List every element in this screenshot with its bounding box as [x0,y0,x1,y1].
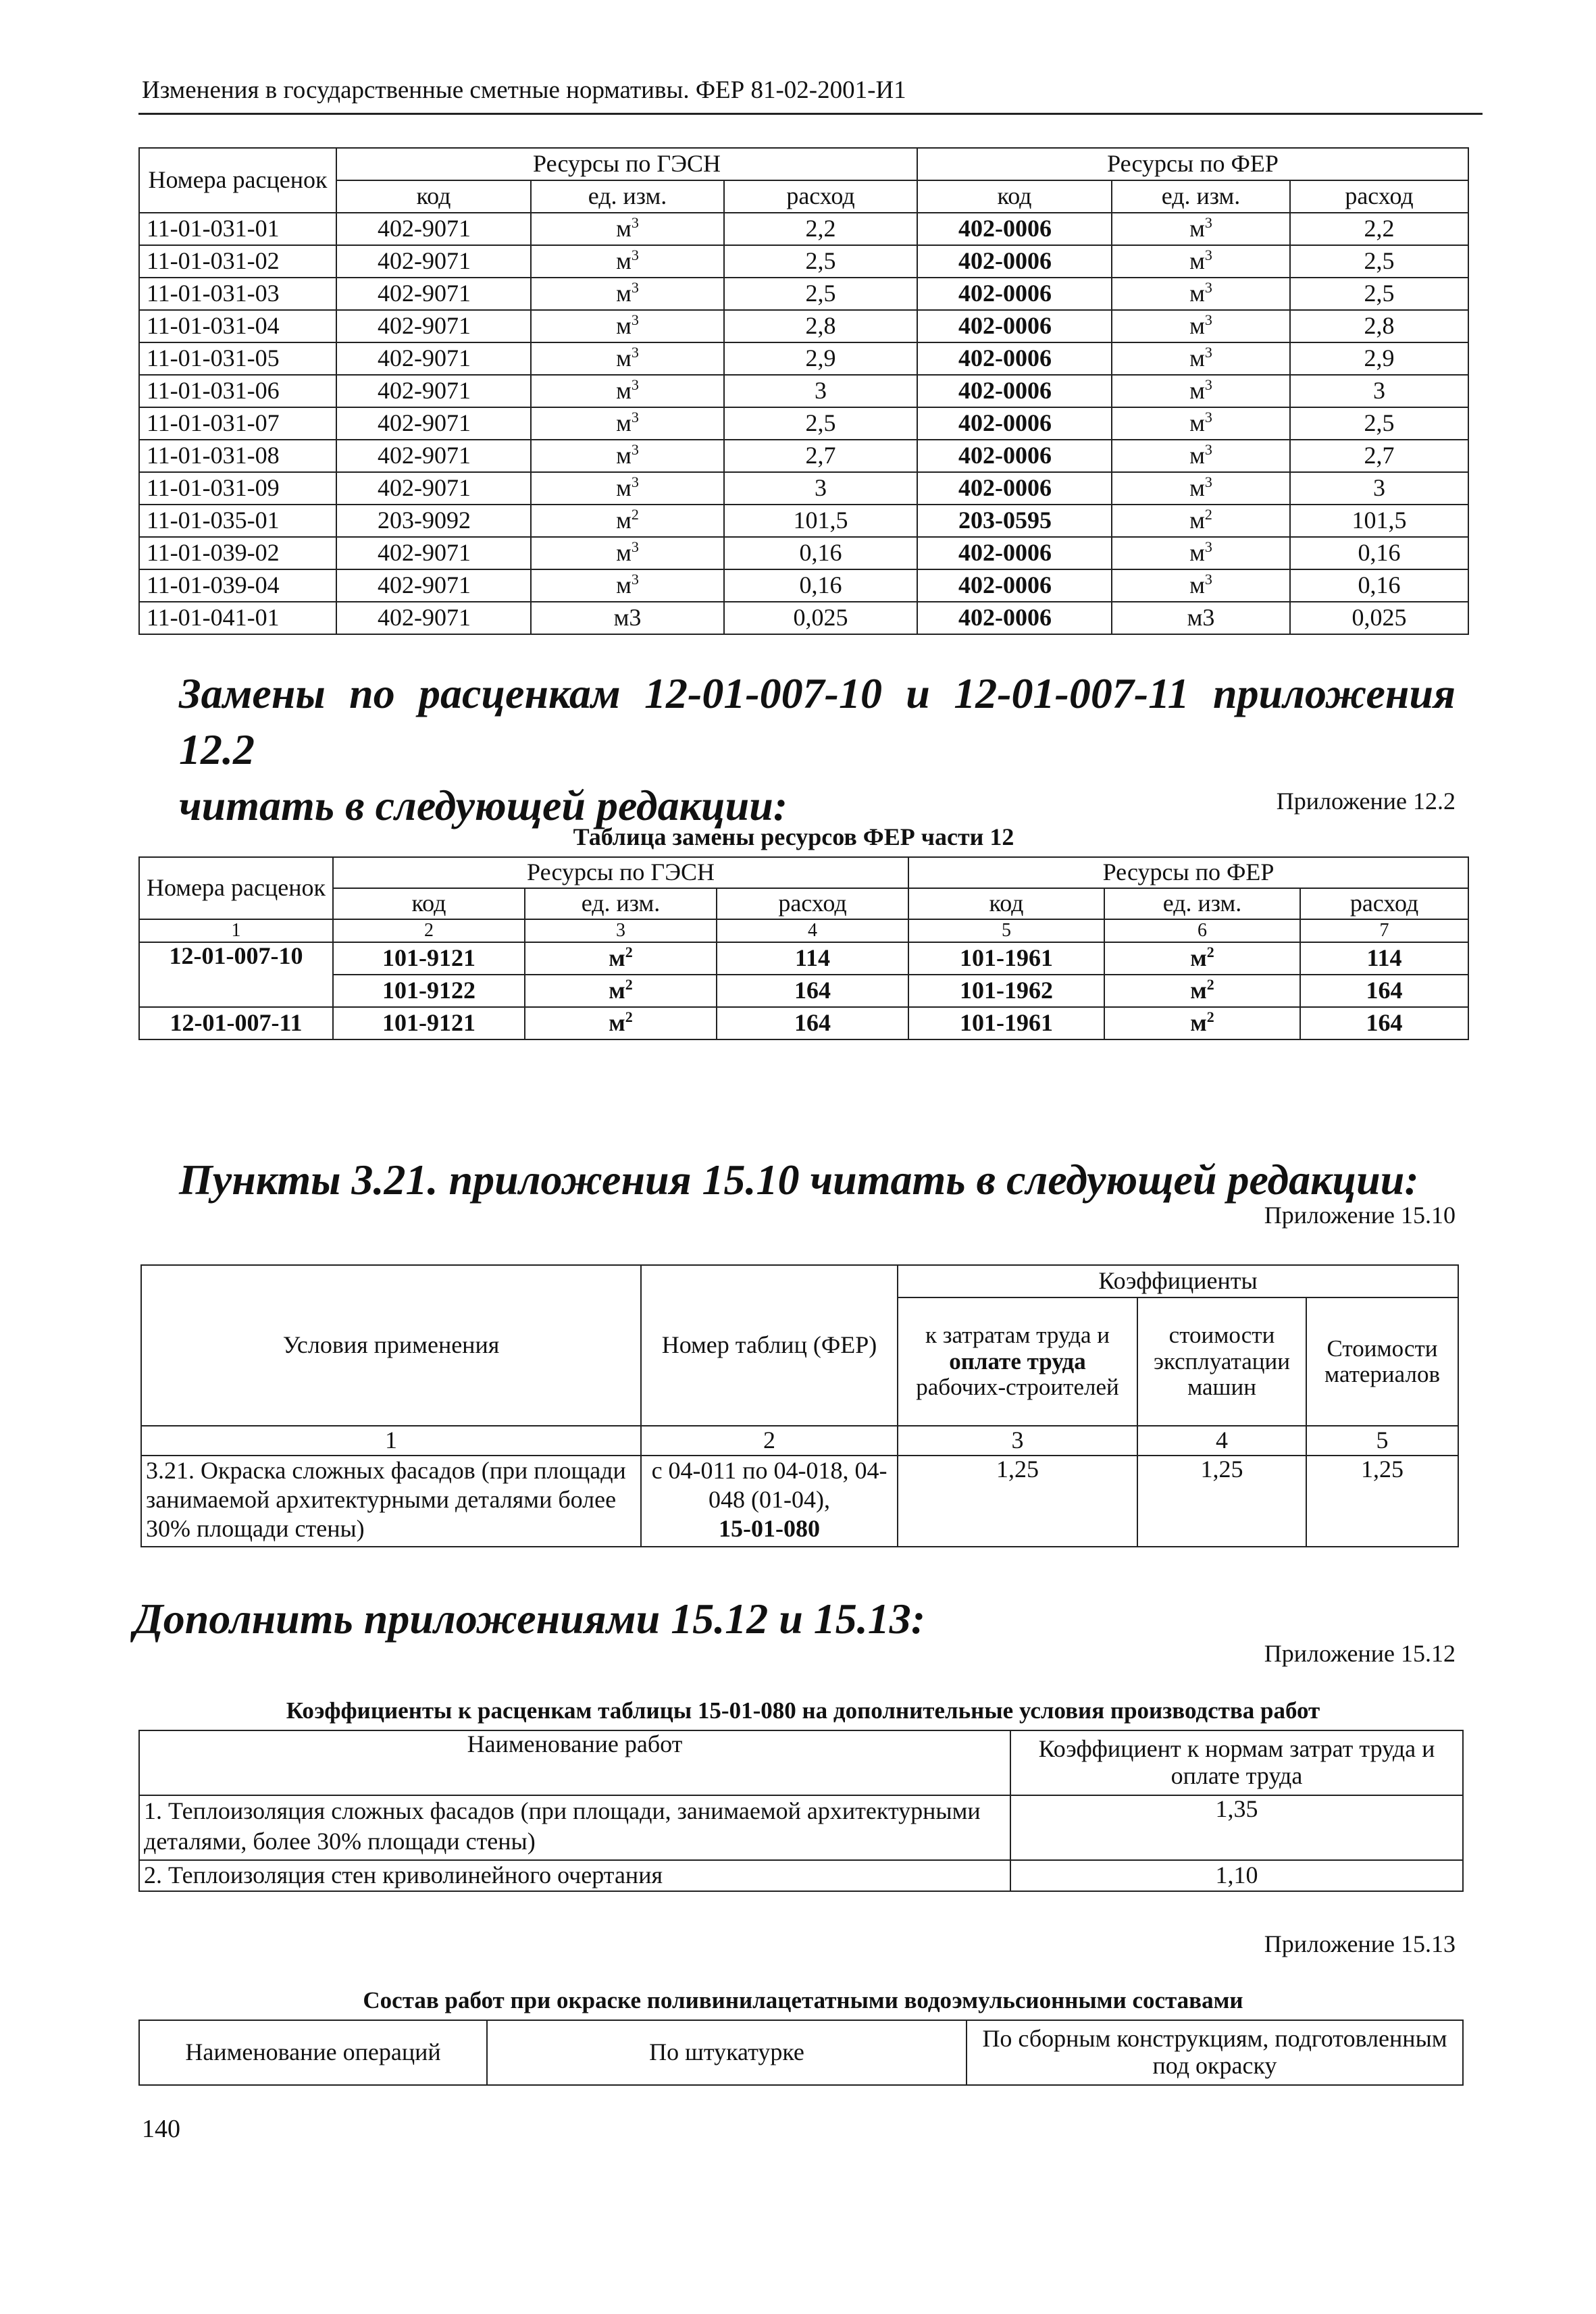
col-header-rate-numbers: Номера расценок [139,148,336,213]
gesn-amount: 0,16 [724,569,917,602]
fer-amount: 2,5 [1290,245,1468,278]
rate-number: 11-01-031-02 [139,245,336,278]
fer-unit: м3 [1112,602,1290,634]
appendix-label-12-2: Приложение 12.2 [1276,788,1456,815]
fer-unit: $м^2$ [1112,505,1290,537]
col-header-machines: стоимости эксплуатации машин [1137,1297,1306,1426]
fer-unit: $м^3$ [1112,569,1290,602]
col-number: 3 [525,919,717,942]
rate-number: 11-01-031-03 [139,278,336,310]
fer-unit: $м^3$ [1112,278,1290,310]
gesn-amount: 2,7 [724,440,917,472]
rate-number: 11-01-031-09 [139,472,336,505]
gesn-amount: 0,16 [724,537,917,569]
gesn-code: 203-9092 [336,505,531,537]
gesn-unit: $м^3$ [531,310,724,342]
fer-unit: $м^3$ [1112,375,1290,407]
fer-code: 101-1962 [908,975,1104,1007]
col-header-conditions: Условия применения [141,1265,641,1426]
gesn-code: 402-9071 [336,569,531,602]
fer-amount: 0,16 [1290,537,1468,569]
heading-line-2: читать в следующей редакции: [179,781,788,830]
fer-unit: $м^3$ [1112,472,1290,505]
gesn-amount: 2,2 [724,213,917,245]
gesn-code: 402-9071 [336,537,531,569]
table-row [139,213,1468,245]
fer-code: 402-0006 [917,472,1112,505]
condition-text: 3.21. Окраска сложных фасадов (при площади занимаемой архитектурными деталями более 30% площади стены) [141,1456,641,1547]
table-row [139,1795,1463,1860]
gesn-code: 402-9071 [336,472,531,505]
gesn-code: 402-9071 [336,213,531,245]
rate-number: 11-01-031-05 [139,342,336,375]
resource-replacement-table-12 [138,856,1469,1040]
fer-amount: 164 [1300,975,1468,1007]
fer-unit: $м^3$ [1112,245,1290,278]
gesn-unit: $м^3$ [531,278,724,310]
col-header-code: код [333,888,525,919]
col-number: 7 [1300,919,1468,942]
table-row [139,310,1468,342]
rate-number: 11-01-031-06 [139,375,336,407]
fer-unit: $м^3$ [1112,407,1290,440]
fer-code: 402-0006 [917,569,1112,602]
page-number: 140 [142,2115,180,2143]
heading-line-1: Замены по расценкам 12-01-007-10 и 12-01-007-11 приложения 12.2 [179,669,1456,774]
table-row [139,245,1468,278]
fer-code: 402-0006 [917,440,1112,472]
header-rule [138,113,1483,115]
col-header-gesn: Ресурсы по ГЭСН [333,857,908,888]
gesn-code: 402-9071 [336,245,531,278]
col-header-code: код [908,888,1104,919]
col-header-unit: ед. изм. [531,180,724,213]
table-row [139,1860,1463,1891]
col-number: 1 [141,1426,641,1456]
fer-code: 402-0006 [917,245,1112,278]
fer-code: 203-0595 [917,505,1112,537]
fer-code: 402-0006 [917,602,1112,634]
col-header-plaster: По штукатурке [487,2020,967,2085]
col-header-materials: Стоимости материалов [1306,1297,1458,1426]
fer-amount: 3 [1290,472,1468,505]
col-header-code: код [336,180,531,213]
materials-coefficient: 1,25 [1306,1456,1458,1547]
table-row [139,537,1468,569]
coefficients-table-15-10 [140,1264,1459,1547]
fer-code: 402-0006 [917,537,1112,569]
rate-number: 12-01-007-11 [139,1007,333,1039]
table-row [139,342,1468,375]
fer-amount: 2,7 [1290,440,1468,472]
fer-code: 402-0006 [917,310,1112,342]
fer-amount: 0,16 [1290,569,1468,602]
table-row [139,1007,1468,1039]
gesn-unit: $м^2$ [525,942,717,975]
gesn-code: 101-9122 [333,975,525,1007]
gesn-amount: 2,5 [724,245,917,278]
col-header-fer: Ресурсы по ФЕР [908,857,1468,888]
gesn-unit: $м^3$ [531,472,724,505]
rate-number: 11-01-031-01 [139,213,336,245]
coefficient-value: 1,35 [1010,1795,1463,1860]
gesn-unit: $м^3$ [531,537,724,569]
col-header-coefficients: Коэффициенты [898,1265,1458,1297]
coefficient-value: 1,10 [1010,1860,1463,1891]
fer-code: 402-0006 [917,278,1112,310]
col-number: 3 [898,1426,1137,1456]
fer-code: 402-0006 [917,342,1112,375]
running-header: Изменения в государственные сметные нормативы. ФЕР 81-02-2001-И1 [142,76,906,104]
gesn-unit: $м^2$ [525,975,717,1007]
fer-unit: $м^2$ [1104,1007,1300,1039]
gesn-code: 402-9071 [336,375,531,407]
table-row [139,278,1468,310]
rate-number: 11-01-039-04 [139,569,336,602]
col-number: 6 [1104,919,1300,942]
fer-unit: $м^3$ [1112,310,1290,342]
col-number: 2 [641,1426,898,1456]
gesn-unit: $м^3$ [531,245,724,278]
gesn-amount: 114 [717,942,908,975]
rate-number: 12-01-007-10 [139,942,333,1007]
section-heading-15-10: Пункты 3.21. приложения 15.10 читать в следующей редакции: [179,1156,1419,1204]
work-composition-table-15-13 [138,2020,1464,2086]
gesn-code: 402-9071 [336,440,531,472]
gesn-code: 402-9071 [336,602,531,634]
fer-amount: 2,8 [1290,310,1468,342]
appendix-label-15-10: Приложение 15.10 [1264,1202,1456,1229]
fer-code: 402-0006 [917,213,1112,245]
fer-code: 402-0006 [917,407,1112,440]
table-row [139,407,1468,440]
gesn-code: 402-9071 [336,278,531,310]
gesn-unit: $м^2$ [531,505,724,537]
table-row [141,1456,1458,1547]
table-row [139,942,1468,975]
col-header-operations: Наименование операций [139,2020,487,2085]
fer-amount: 3 [1290,375,1468,407]
col-number: 5 [1306,1426,1458,1456]
rate-number: 11-01-031-07 [139,407,336,440]
table-row [139,505,1468,537]
fer-amount: 114 [1300,942,1468,975]
gesn-amount: 2,5 [724,407,917,440]
gesn-amount: 0,025 [724,602,917,634]
table-row [139,375,1468,407]
fer-code: 101-1961 [908,1007,1104,1039]
work-name: 2. Теплоизоляция стен криволинейного очертания [139,1860,1010,1891]
fer-unit: $м^2$ [1104,942,1300,975]
table-caption-15-12: Коэффициенты к расценкам таблицы 15-01-080 на дополнительные условия производства работ [286,1697,1320,1724]
fer-unit: $м^3$ [1112,537,1290,569]
gesn-code: 402-9071 [336,342,531,375]
labor-coefficient: 1,25 [898,1456,1137,1547]
rate-number: 11-01-031-08 [139,440,336,472]
fer-unit: $м^2$ [1104,975,1300,1007]
gesn-code: 402-9071 [336,310,531,342]
gesn-code: 402-9071 [336,407,531,440]
col-number: 1 [139,919,333,942]
gesn-amount: 101,5 [724,505,917,537]
table-caption-15-13: Состав работ при окраске поливинилацетатными водоэмульсионными составами [363,1987,1243,2013]
gesn-amount: 3 [724,472,917,505]
col-header-amount: расход [724,180,917,213]
col-number: 5 [908,919,1104,942]
col-header-code: код [917,180,1112,213]
gesn-amount: 164 [717,1007,908,1039]
appendix-label-15-12: Приложение 15.12 [1264,1640,1456,1667]
section-heading-15-12-15-13: Дополнить приложениями 15.12 и 15.13: [134,1595,926,1643]
fer-amount: 2,9 [1290,342,1468,375]
appendix-label-15-13: Приложение 15.13 [1264,1930,1456,1957]
fer-amount: 164 [1300,1007,1468,1039]
col-header-gesn: Ресурсы по ГЭСН [336,148,917,180]
fer-code: 402-0006 [917,375,1112,407]
gesn-unit: $м^3$ [531,569,724,602]
col-number: 4 [717,919,908,942]
fer-unit: $м^3$ [1112,440,1290,472]
gesn-unit: $м^3$ [531,213,724,245]
gesn-code: 101-9121 [333,1007,525,1039]
fer-amount: 101,5 [1290,505,1468,537]
gesn-unit: м3 [531,602,724,634]
gesn-unit: $м^3$ [531,440,724,472]
fer-amount: 2,2 [1290,213,1468,245]
fer-unit: $м^3$ [1112,213,1290,245]
table-row [139,440,1468,472]
fer-code: 101-1961 [908,942,1104,975]
gesn-unit: $м^3$ [531,342,724,375]
gesn-amount: 2,5 [724,278,917,310]
col-header-table-numbers: Номер таблиц (ФЕР) [641,1265,898,1426]
col-header-work-name: Наименование работ [139,1730,1010,1795]
table-row [139,975,1468,1007]
coefficients-table-15-12 [138,1730,1464,1892]
col-header-labor: к затратам труда и оплате труда рабочих-строителей [898,1297,1137,1426]
gesn-unit: $м^3$ [531,375,724,407]
gesn-unit: $м^2$ [525,1007,717,1039]
rate-number: 11-01-031-04 [139,310,336,342]
gesn-amount: 2,8 [724,310,917,342]
table-row [139,602,1468,634]
gesn-code: 101-9121 [333,942,525,975]
table-row [139,472,1468,505]
fer-amount: 2,5 [1290,407,1468,440]
col-header-coefficient: Коэффициент к нормам затрат труда и оплате труда [1010,1730,1463,1795]
col-header-unit: ед. изм. [1112,180,1290,213]
col-number: 4 [1137,1426,1306,1456]
col-header-fer: Ресурсы по ФЕР [917,148,1468,180]
fer-amount: 2,5 [1290,278,1468,310]
gesn-amount: 3 [724,375,917,407]
resource-replacement-table-11 [138,147,1469,635]
table-numbers: с 04-011 по 04-018, 04-048 (01-04), 15-01-080 [641,1456,898,1547]
rate-number: 11-01-039-02 [139,537,336,569]
rate-number: 11-01-041-01 [139,602,336,634]
machines-coefficient: 1,25 [1137,1456,1306,1547]
gesn-amount: 164 [717,975,908,1007]
fer-amount: 0,025 [1290,602,1468,634]
col-header-amount: расход [717,888,908,919]
work-name: 1. Теплоизоляция сложных фасадов (при площади, занимаемой архитектурными деталями, более 30% площади стены) [139,1795,1010,1860]
col-header-unit: ед. изм. [525,888,717,919]
col-header-unit: ед. изм. [1104,888,1300,919]
col-header-prefab: По сборным конструкциям, подготовленным под окраску [967,2020,1463,2085]
col-number: 2 [333,919,525,942]
gesn-unit: $м^3$ [531,407,724,440]
table-caption-12: Таблица замены ресурсов ФЕР части 12 [573,823,1014,850]
rate-number: 11-01-035-01 [139,505,336,537]
table-row [139,569,1468,602]
col-header-rate-numbers: Номера расценок [139,857,333,919]
col-header-amount: расход [1290,180,1468,213]
fer-unit: $м^3$ [1112,342,1290,375]
gesn-amount: 2,9 [724,342,917,375]
col-header-amount: расход [1300,888,1468,919]
